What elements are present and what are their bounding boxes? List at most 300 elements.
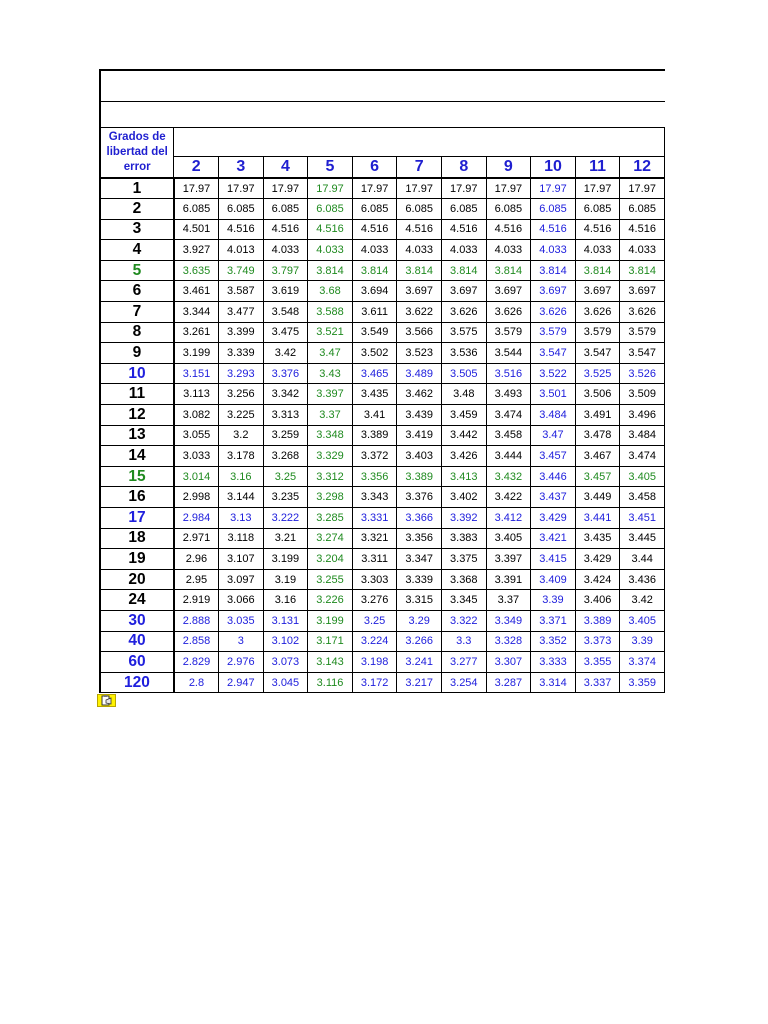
- table-cell: 4.516: [308, 219, 353, 240]
- clipboard-icon: [98, 695, 115, 706]
- table-cell: 3.611: [352, 302, 397, 323]
- table-cell: 3.37: [486, 590, 531, 611]
- table-cell: 3.315: [397, 590, 442, 611]
- table-cell: 2.95: [174, 569, 219, 590]
- table-cell: 3.435: [352, 384, 397, 405]
- table-cell: 3.457: [531, 446, 576, 467]
- table-cell: 3.199: [174, 343, 219, 364]
- table-cell: 3.113: [174, 384, 219, 405]
- table-row: [101, 631, 665, 652]
- table-cell: 4.516: [352, 219, 397, 240]
- df-value: 20: [101, 569, 174, 590]
- table-cell: 17.97: [352, 178, 397, 199]
- table-row: [101, 672, 665, 693]
- table-cell: 3.509: [620, 384, 665, 405]
- table-row: [101, 508, 665, 529]
- df-value: 3: [101, 219, 174, 240]
- table-cell: 3.392: [441, 508, 486, 529]
- table-cell: 3.313: [263, 405, 308, 426]
- table-cell: 3.697: [620, 281, 665, 302]
- table-cell: 3.626: [620, 302, 665, 323]
- table-row: [101, 384, 665, 405]
- table-cell: 6.085: [397, 199, 442, 220]
- table-row: [101, 569, 665, 590]
- table-cell: 3.458: [620, 487, 665, 508]
- df-value: 13: [101, 425, 174, 446]
- table-cell: 3.426: [441, 446, 486, 467]
- table-cell: 3.303: [352, 569, 397, 590]
- table-cell: 2.858: [174, 631, 219, 652]
- table-cell: 3.066: [219, 590, 264, 611]
- table-cell: 3.322: [441, 610, 486, 631]
- table-cell: 3.626: [575, 302, 620, 323]
- table-cell: 3.172: [352, 672, 397, 693]
- table-cell: 3.376: [263, 363, 308, 384]
- table-cell: 3.339: [219, 343, 264, 364]
- column-header: 5: [308, 156, 353, 178]
- df-value: 4: [101, 240, 174, 261]
- data-table: [101, 128, 665, 693]
- table-cell: 17.97: [441, 178, 486, 199]
- table-cell: 6.085: [352, 199, 397, 220]
- table-cell: 3.475: [263, 322, 308, 343]
- table-cell: 3.467: [575, 446, 620, 467]
- table-cell: 3.199: [263, 549, 308, 570]
- table-cell: 3.314: [531, 672, 576, 693]
- table-cell: 3.268: [263, 446, 308, 467]
- table-cell: 3.339: [397, 569, 442, 590]
- table-cell: 4.033: [486, 240, 531, 261]
- table-row: [101, 590, 665, 611]
- table-row: [101, 549, 665, 570]
- table-cell: 2.947: [219, 672, 264, 693]
- df-header-line: error: [123, 161, 151, 173]
- table-cell: 3.376: [397, 487, 442, 508]
- table-cell: 4.033: [263, 240, 308, 261]
- table-cell: 6.085: [308, 199, 353, 220]
- column-header: 2: [174, 156, 219, 178]
- table-cell: 3.116: [308, 672, 353, 693]
- table-cell: 3.697: [486, 281, 531, 302]
- table-cell: 4.013: [219, 240, 264, 261]
- df-value: 11: [101, 384, 174, 405]
- table-cell: 3.19: [263, 569, 308, 590]
- table-cell: 3.549: [352, 322, 397, 343]
- table-row: [101, 240, 665, 261]
- table-cell: 3.457: [575, 466, 620, 487]
- table-cell: 3.516: [486, 363, 531, 384]
- df-header-line: Grados de: [108, 131, 166, 143]
- table-cell: 3.439: [397, 405, 442, 426]
- df-value: 24: [101, 590, 174, 611]
- table-cell: 3.474: [486, 405, 531, 426]
- table-cell: 3.097: [219, 569, 264, 590]
- table-row: [101, 322, 665, 343]
- table-cell: 3.478: [575, 425, 620, 446]
- table-cell: 17.97: [486, 178, 531, 199]
- table-cell: 3.368: [441, 569, 486, 590]
- table-cell: 3.29: [397, 610, 442, 631]
- table-cell: 3.3: [441, 631, 486, 652]
- table-cell: 3.694: [352, 281, 397, 302]
- table-cell: 3.451: [620, 508, 665, 529]
- table-cell: 3.47: [308, 343, 353, 364]
- table-cell: 3.352: [531, 631, 576, 652]
- table-cell: 3.465: [352, 363, 397, 384]
- table-cell: 3.21: [263, 528, 308, 549]
- table-cell: 3.198: [352, 652, 397, 673]
- table-cell: 3.344: [174, 302, 219, 323]
- table-row: [101, 302, 665, 323]
- table-cell: 3.526: [620, 363, 665, 384]
- table-cell: 3.261: [174, 322, 219, 343]
- df-value: 30: [101, 610, 174, 631]
- table-cell: 3.356: [352, 466, 397, 487]
- table-row: [101, 425, 665, 446]
- table-cell: 3.814: [441, 260, 486, 281]
- table-cell: 3.814: [486, 260, 531, 281]
- table-cell: 4.033: [620, 240, 665, 261]
- df-value: 17: [101, 508, 174, 529]
- table-row: [101, 178, 665, 199]
- table-cell: 3.131: [263, 610, 308, 631]
- table-cell: 6.085: [486, 199, 531, 220]
- table-cell: 3.328: [486, 631, 531, 652]
- table-cell: 6.085: [620, 199, 665, 220]
- table-cell: 17.97: [531, 178, 576, 199]
- table-row: [101, 446, 665, 467]
- table-cell: 3.347: [397, 549, 442, 570]
- table-cell: 3.579: [575, 322, 620, 343]
- df-value: 12: [101, 405, 174, 426]
- table-cell: 3.224: [352, 631, 397, 652]
- table-cell: 3.055: [174, 425, 219, 446]
- table-cell: 3.579: [486, 322, 531, 343]
- table-cell: 3.402: [441, 487, 486, 508]
- table-cell: 3.033: [174, 446, 219, 467]
- column-header: 8: [441, 156, 486, 178]
- table-cell: 3.41: [352, 405, 397, 426]
- table-cell: 3.442: [441, 425, 486, 446]
- table-cell: 3.441: [575, 508, 620, 529]
- table-cell: 4.033: [575, 240, 620, 261]
- table-row: [101, 405, 665, 426]
- table-row: [101, 528, 665, 549]
- column-header: 10: [531, 156, 576, 178]
- table-cell: 3.522: [531, 363, 576, 384]
- table-cell: 3.397: [486, 549, 531, 570]
- table-cell: 3.523: [397, 343, 442, 364]
- table-cell: 4.516: [486, 219, 531, 240]
- table-cell: 3.435: [575, 528, 620, 549]
- table-cell: 3.462: [397, 384, 442, 405]
- table-cell: 3.144: [219, 487, 264, 508]
- table-cell: 2.971: [174, 528, 219, 549]
- table-cell: 3.226: [308, 590, 353, 611]
- table-cell: 3.579: [620, 322, 665, 343]
- table-cell: 17.97: [575, 178, 620, 199]
- table-cell: 3.525: [575, 363, 620, 384]
- table-cell: 17.97: [263, 178, 308, 199]
- table-cell: 17.97: [397, 178, 442, 199]
- table-cell: 3.25: [263, 466, 308, 487]
- table-cell: 3.321: [352, 528, 397, 549]
- table-cell: 3.42: [263, 343, 308, 364]
- df-value: 2: [101, 199, 174, 220]
- table-cell: 2.829: [174, 652, 219, 673]
- df-value: 8: [101, 322, 174, 343]
- table-cell: 4.033: [308, 240, 353, 261]
- table-cell: 3.424: [575, 569, 620, 590]
- table-cell: 3.491: [575, 405, 620, 426]
- table-cell: 3.405: [620, 610, 665, 631]
- df-value: 19: [101, 549, 174, 570]
- df-value: 14: [101, 446, 174, 467]
- df-value: 15: [101, 466, 174, 487]
- table-cell: 3.458: [486, 425, 531, 446]
- df-header-line: libertad del: [106, 146, 168, 158]
- column-header: 12: [620, 156, 665, 178]
- df-value: 16: [101, 487, 174, 508]
- table-cell: 3.697: [531, 281, 576, 302]
- table-cell: 2.998: [174, 487, 219, 508]
- column-header: 3: [219, 156, 264, 178]
- table-cell: 3.477: [219, 302, 264, 323]
- table-cell: 3.547: [575, 343, 620, 364]
- table-cell: 3.419: [397, 425, 442, 446]
- table-cell: 3.151: [174, 363, 219, 384]
- table-cell: 3.254: [441, 672, 486, 693]
- table-cell: 3.459: [441, 405, 486, 426]
- table-cell: 3.217: [397, 672, 442, 693]
- table-cell: 3.356: [397, 528, 442, 549]
- table-cell: 3.371: [531, 610, 576, 631]
- table-cell: 3.548: [263, 302, 308, 323]
- table-sheet: [99, 69, 665, 693]
- df-value: 7: [101, 302, 174, 323]
- table-cell: 3.373: [575, 631, 620, 652]
- table-row: [101, 199, 665, 220]
- table-cell: 3.403: [397, 446, 442, 467]
- table-cell: 3.506: [575, 384, 620, 405]
- table-row: [101, 652, 665, 673]
- table-cell: 2.888: [174, 610, 219, 631]
- table-cell: 3.697: [575, 281, 620, 302]
- table-cell: 3.566: [397, 322, 442, 343]
- table-cell: 3.579: [531, 322, 576, 343]
- table-cell: 3.814: [397, 260, 442, 281]
- table-cell: 3.13: [219, 508, 264, 529]
- table-cell: 3.626: [486, 302, 531, 323]
- table-cell: 3.461: [174, 281, 219, 302]
- table-cell: 3: [219, 631, 264, 652]
- table-cell: 3.412: [486, 508, 531, 529]
- table-cell: 3.619: [263, 281, 308, 302]
- table-cell: 4.501: [174, 219, 219, 240]
- table-cell: 3.697: [397, 281, 442, 302]
- title-band: [101, 71, 665, 102]
- table-cell: 3.16: [219, 466, 264, 487]
- df-value: 1: [101, 178, 174, 199]
- column-header: 4: [263, 156, 308, 178]
- table-cell: 3.389: [352, 425, 397, 446]
- table-cell: 3.389: [397, 466, 442, 487]
- table-cell: 3.505: [441, 363, 486, 384]
- table-cell: 3.37: [308, 405, 353, 426]
- table-cell: 3.47: [531, 425, 576, 446]
- column-header: 6: [352, 156, 397, 178]
- table-cell: 3.622: [397, 302, 442, 323]
- table-cell: 3.372: [352, 446, 397, 467]
- table-cell: 3.409: [531, 569, 576, 590]
- table-cell: 3.143: [308, 652, 353, 673]
- table-cell: 4.516: [575, 219, 620, 240]
- table-cell: 6.085: [531, 199, 576, 220]
- table-cell: 3.343: [352, 487, 397, 508]
- table-cell: 3.446: [531, 466, 576, 487]
- table-cell: 4.516: [441, 219, 486, 240]
- table-cell: 3.102: [263, 631, 308, 652]
- table-cell: 3.547: [531, 343, 576, 364]
- table-cell: 3.16: [263, 590, 308, 611]
- df-value: 6: [101, 281, 174, 302]
- table-cell: 3.204: [308, 549, 353, 570]
- table-row: [101, 281, 665, 302]
- table-cell: 3.345: [441, 590, 486, 611]
- table-cell: 3.235: [263, 487, 308, 508]
- table-cell: 3.389: [575, 610, 620, 631]
- table-cell: 3.575: [441, 322, 486, 343]
- table-cell: 3.474: [620, 446, 665, 467]
- column-header: 9: [486, 156, 531, 178]
- table-cell: 3.43: [308, 363, 353, 384]
- table-cell: 3.331: [352, 508, 397, 529]
- table-cell: 3.329: [308, 446, 353, 467]
- table-cell: 3.241: [397, 652, 442, 673]
- table-cell: 2.984: [174, 508, 219, 529]
- table-cell: 3.429: [575, 549, 620, 570]
- paste-options-icon[interactable]: [97, 694, 116, 707]
- table-cell: 3.421: [531, 528, 576, 549]
- table-cell: 3.276: [352, 590, 397, 611]
- table-row: [101, 466, 665, 487]
- table-cell: 3.544: [486, 343, 531, 364]
- table-cell: 3.927: [174, 240, 219, 261]
- header-blank-span: [174, 128, 665, 156]
- table-cell: 3.259: [263, 425, 308, 446]
- table-cell: 3.2: [219, 425, 264, 446]
- table-cell: 3.44: [620, 549, 665, 570]
- table-cell: 3.222: [263, 508, 308, 529]
- table-cell: 6.085: [575, 199, 620, 220]
- table-cell: 3.256: [219, 384, 264, 405]
- table-cell: 3.626: [531, 302, 576, 323]
- table-cell: 3.39: [531, 590, 576, 611]
- table-cell: 6.085: [174, 199, 219, 220]
- table-cell: 3.366: [397, 508, 442, 529]
- table-cell: 17.97: [308, 178, 353, 199]
- table-cell: 2.96: [174, 549, 219, 570]
- table-cell: 3.749: [219, 260, 264, 281]
- table-cell: 3.814: [575, 260, 620, 281]
- table-cell: 3.547: [620, 343, 665, 364]
- table-cell: 3.285: [308, 508, 353, 529]
- df-value: 40: [101, 631, 174, 652]
- table-cell: 3.035: [219, 610, 264, 631]
- table-cell: 17.97: [219, 178, 264, 199]
- column-header: 7: [397, 156, 442, 178]
- table-cell: 3.814: [308, 260, 353, 281]
- table-cell: 3.502: [352, 343, 397, 364]
- table-cell: 4.033: [397, 240, 442, 261]
- table-cell: 3.405: [486, 528, 531, 549]
- table-cell: 3.697: [441, 281, 486, 302]
- table-cell: 3.266: [397, 631, 442, 652]
- table-cell: 3.107: [219, 549, 264, 570]
- table-cell: 3.348: [308, 425, 353, 446]
- table-cell: 3.536: [441, 343, 486, 364]
- table-cell: 3.496: [620, 405, 665, 426]
- table-cell: 3.68: [308, 281, 353, 302]
- table-cell: 4.516: [531, 219, 576, 240]
- table-cell: 3.521: [308, 322, 353, 343]
- table-cell: 3.333: [531, 652, 576, 673]
- table-cell: 3.342: [263, 384, 308, 405]
- table-cell: 3.287: [486, 672, 531, 693]
- table-cell: 2.8: [174, 672, 219, 693]
- table-cell: 3.445: [620, 528, 665, 549]
- table-cell: 3.298: [308, 487, 353, 508]
- table-cell: 3.436: [620, 569, 665, 590]
- table-cell: 3.415: [531, 549, 576, 570]
- table-cell: 3.045: [263, 672, 308, 693]
- table-cell: 3.814: [352, 260, 397, 281]
- table-cell: 3.171: [308, 631, 353, 652]
- table-cell: 3.383: [441, 528, 486, 549]
- df-value: 10: [101, 363, 174, 384]
- table-cell: 3.449: [575, 487, 620, 508]
- table-cell: 3.311: [352, 549, 397, 570]
- table-cell: 4.033: [531, 240, 576, 261]
- df-value: 5: [101, 260, 174, 281]
- table-row: [101, 610, 665, 631]
- table-cell: 3.312: [308, 466, 353, 487]
- table-cell: 3.359: [620, 672, 665, 693]
- table-cell: 3.397: [308, 384, 353, 405]
- table-cell: 3.118: [219, 528, 264, 549]
- table-cell: 3.484: [531, 405, 576, 426]
- table-cell: 3.484: [620, 425, 665, 446]
- table-cell: 3.082: [174, 405, 219, 426]
- table-cell: 3.307: [486, 652, 531, 673]
- table-cell: 3.277: [441, 652, 486, 673]
- table-cell: 3.349: [486, 610, 531, 631]
- table-cell: 3.337: [575, 672, 620, 693]
- table-cell: 3.255: [308, 569, 353, 590]
- table-cell: 3.626: [441, 302, 486, 323]
- df-value: 120: [101, 672, 174, 693]
- table-cell: 4.516: [219, 219, 264, 240]
- table-cell: 3.797: [263, 260, 308, 281]
- df-header-label: [101, 128, 174, 178]
- table-cell: 4.516: [263, 219, 308, 240]
- table-cell: 3.437: [531, 487, 576, 508]
- table-cell: 3.588: [308, 302, 353, 323]
- table-cell: 6.085: [263, 199, 308, 220]
- table-cell: 3.375: [441, 549, 486, 570]
- table-cell: 3.25: [352, 610, 397, 631]
- table-cell: 3.413: [441, 466, 486, 487]
